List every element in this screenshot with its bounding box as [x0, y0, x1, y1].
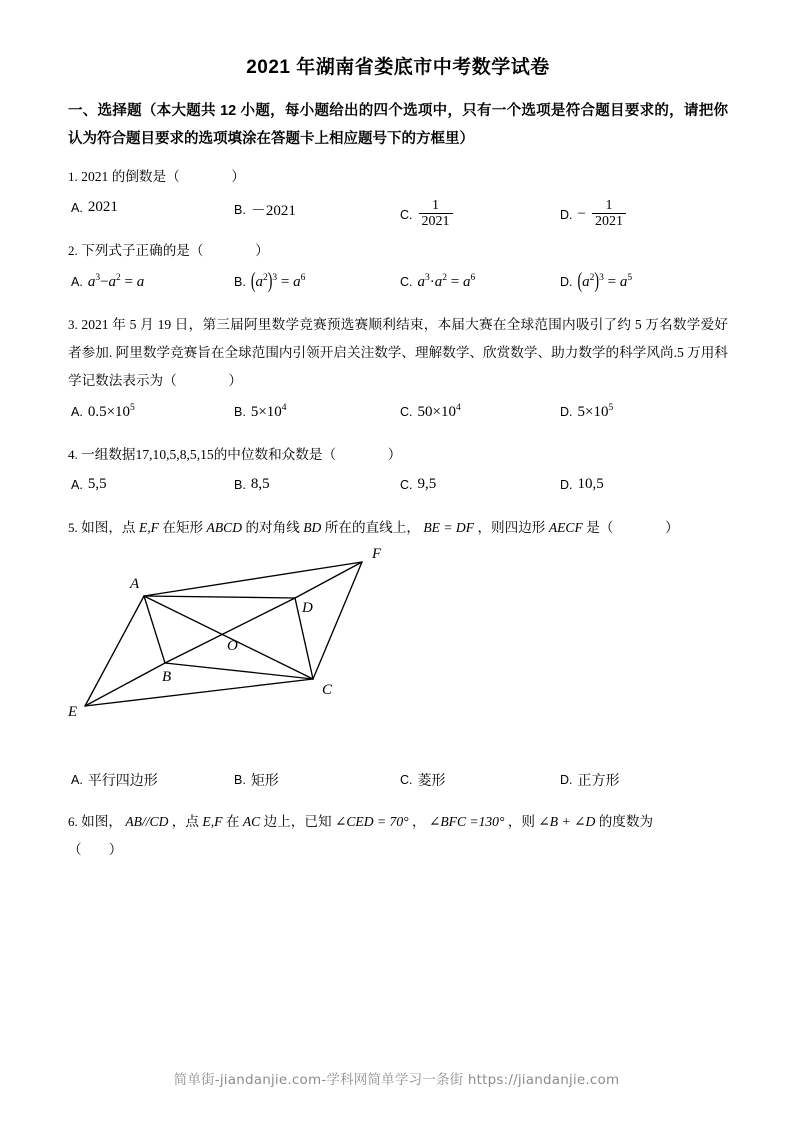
math-equals: = — [124, 273, 133, 290]
option-label: C. — [400, 477, 413, 492]
question-1-paren-close: ） — [231, 169, 246, 185]
question-2-text: 下列式子正确的是（ — [81, 243, 204, 259]
option-value: 10,5 — [577, 476, 604, 493]
question-4-stem — [68, 441, 728, 469]
question-1-options — [68, 199, 728, 233]
option-expression — [577, 270, 633, 294]
option-1-c[interactable] — [400, 199, 454, 230]
stem-part: 如图，点 — [81, 520, 136, 536]
stem-part: ，点 — [171, 814, 199, 830]
question-4-number: 4. — [68, 446, 78, 462]
edge-A-D — [144, 596, 295, 598]
math-segment-ac: AC — [242, 814, 261, 830]
option-2-a[interactable] — [71, 273, 144, 291]
math-rhs-exponent: 6 — [470, 272, 476, 283]
option-label: D. — [560, 773, 573, 788]
option-value: 矩形 — [250, 772, 279, 789]
stem-part: ，则 — [507, 814, 536, 830]
question-6-stem — [68, 808, 728, 864]
math-exponent: 3 — [425, 272, 430, 283]
option-1-a[interactable] — [71, 199, 118, 216]
stem-part: 在矩形 — [162, 520, 204, 536]
question-2-stem — [68, 237, 728, 265]
question-5 — [68, 514, 728, 804]
math-operator: · — [429, 273, 435, 290]
option-3-b[interactable] — [234, 403, 287, 421]
answer-blank — [183, 169, 228, 184]
diagram-edges — [85, 562, 362, 706]
scientific-mantissa: 50×10 — [417, 403, 456, 420]
option-label: A. — [71, 404, 83, 419]
edge-B-C — [165, 663, 313, 679]
question-1-text: 2021 的倒数是（ — [81, 169, 180, 185]
question-4-text: 一组数据17,10,5,8,5,15的中位数和众数是（ — [81, 446, 337, 462]
question-6-answer-blank: （ ） — [68, 842, 123, 858]
option-label: C. — [400, 773, 413, 788]
option-label: C. — [400, 404, 413, 419]
option-label: A. — [71, 274, 83, 289]
math-ab-parallel-cd: AB//CD — [125, 814, 169, 830]
option-label: B. — [234, 773, 246, 788]
option-label: B. — [234, 202, 246, 217]
stem-part: 在 — [225, 814, 240, 830]
scientific-mantissa: 0.5×10 — [87, 403, 131, 420]
question-3-options — [68, 403, 728, 437]
question-4-options — [68, 476, 728, 510]
math-exponent: 2 — [262, 272, 268, 283]
stem-part: 的度数为 — [598, 814, 654, 830]
vertex-label-A: A — [130, 576, 140, 593]
option-2-c[interactable] — [400, 273, 475, 291]
question-5-number: 5. — [68, 520, 78, 536]
math-angle-bfc: ∠BFC =130° — [428, 814, 505, 830]
option-label: C. — [400, 274, 413, 289]
option-value: 9,5 — [417, 476, 437, 493]
vertex-label-C: C — [322, 682, 333, 699]
option-label: B. — [234, 404, 246, 419]
math-quad-aecf: AECF — [548, 520, 583, 536]
parenthesized-power — [577, 270, 600, 294]
scientific-exponent: 5 — [130, 402, 135, 413]
question-4 — [68, 441, 728, 511]
math-rhs: a — [462, 273, 471, 290]
vertex-label-B: B — [162, 669, 172, 686]
vertex-label-O: O — [227, 638, 238, 655]
parenthesized-power — [250, 270, 273, 294]
option-label: B. — [234, 477, 246, 492]
math-base: a — [87, 273, 96, 290]
question-2 — [68, 237, 728, 307]
math-base: a — [434, 273, 443, 290]
math-rhs: a — [619, 273, 628, 290]
scientific-mantissa: 5×10 — [250, 403, 282, 420]
option-4-b[interactable] — [234, 476, 270, 493]
stem-part: 如图， — [81, 814, 122, 830]
page-title: 2021 年湖南省娄底市中考数学试卷 — [246, 57, 550, 78]
option-3-a[interactable] — [71, 403, 135, 421]
option-label: C. — [400, 207, 413, 222]
edge-E-C — [85, 679, 313, 706]
option-expression — [250, 270, 306, 294]
answer-blank — [180, 373, 225, 388]
option-label: D. — [560, 404, 573, 419]
option-label: A. — [71, 477, 83, 492]
answer-blank — [617, 520, 662, 535]
math-rhs-exponent: 6 — [300, 272, 306, 283]
question-1-stem — [68, 163, 728, 191]
option-5-d[interactable] — [560, 770, 620, 790]
option-1-b[interactable] — [234, 199, 296, 220]
math-points-ef: E,F — [202, 814, 223, 830]
edge-A-B — [144, 596, 165, 663]
option-2-b[interactable] — [234, 270, 306, 294]
math-outer-exponent: 3 — [599, 272, 604, 283]
option-value — [88, 403, 135, 421]
footer-watermark: 简单街-jiandanjie.com-学科网简单学习一条街 https://jiandanjie.com — [173, 1072, 620, 1088]
option-value: 正方形 — [577, 772, 620, 789]
stem-part: 所在的直线上， — [324, 520, 420, 536]
answer-blank — [339, 447, 384, 462]
option-3-c[interactable] — [400, 403, 461, 421]
question-3-stem — [68, 311, 728, 395]
question-1-number: 1. — [68, 169, 78, 185]
question-5-figure — [68, 546, 728, 762]
answer-blank — [207, 243, 252, 258]
math-base: a — [417, 273, 425, 290]
math-base: a — [582, 273, 590, 290]
scientific-exponent: 4 — [281, 402, 287, 413]
stem-paren-close: ） — [665, 520, 679, 536]
option-5-a[interactable] — [71, 770, 158, 790]
question-4-paren-close: ） — [387, 446, 402, 462]
option-1-d[interactable] — [560, 199, 627, 230]
question-2-options — [68, 270, 728, 307]
option-label: A. — [71, 200, 83, 215]
option-label: B. — [234, 274, 246, 289]
edge-C-F — [313, 562, 362, 679]
fraction-denominator: 2021 — [592, 213, 626, 229]
math-diagonal-bd: BD — [303, 520, 322, 536]
stem-part: 的对角线 — [245, 520, 300, 536]
section-instruction: 一、选择题（本大题共 12 小题，每小题给出的四个选项中，只有一个选项是符合题目要求的，请把你认为符合题目要求的选项填涂在答题卡上相应题号下的方框里） — [68, 102, 728, 147]
geometry-diagram-svg — [68, 546, 488, 760]
stem-part: 边上，已知 — [263, 814, 332, 830]
math-rect-abcd: ABCD — [206, 520, 243, 536]
question-6 — [68, 808, 728, 864]
vertex-label-E: E — [68, 704, 78, 721]
fraction-numerator: 1 — [605, 198, 613, 214]
option-5-b[interactable] — [234, 770, 279, 790]
option-value: 2021 — [87, 199, 118, 216]
option-value — [418, 403, 461, 421]
question-3-text: 2021 年 5 月 19 日，第三届阿里数学竞赛预选赛顺利结束，本届大赛在全球范围内吸引了约 5 万名数学爱好者参加. 阿里数学竞赛旨在全球范围内引领开启关注数学、理解数学、欣赏数学、助力数学的科学风尚.5 万用科学记数法表示为（ — [68, 316, 728, 388]
option-label: A. — [71, 773, 83, 788]
option-expression — [88, 273, 144, 291]
question-5-stem — [68, 514, 728, 542]
fraction-one-over-2021 — [419, 198, 453, 229]
math-equals: = — [607, 273, 617, 290]
fraction-denominator: 2021 — [419, 213, 453, 229]
question-2-number: 2. — [68, 243, 78, 259]
question-3-paren-close: ） — [228, 372, 243, 388]
scientific-exponent: 4 — [455, 402, 461, 413]
fraction-numerator: 1 — [432, 198, 439, 214]
option-value: 平行四边形 — [87, 772, 158, 789]
math-base: a — [108, 273, 117, 290]
option-value: 8,5 — [250, 476, 270, 493]
math-equals: = — [450, 273, 460, 290]
question-1 — [68, 163, 728, 233]
vertex-label-F: F — [372, 546, 382, 563]
option-value: 5,5 — [87, 476, 107, 493]
math-angle-b-plus-angle-d: ∠B + ∠D — [538, 814, 596, 830]
option-value: －2021 — [250, 203, 296, 220]
page-content — [68, 56, 728, 868]
math-rhs: a — [293, 273, 301, 290]
option-value — [578, 403, 614, 421]
math-rhs-exponent: 5 — [627, 272, 633, 283]
paren-left: ( — [250, 270, 256, 294]
stem-part: ， — [411, 814, 426, 830]
minus-sign: − — [577, 206, 586, 223]
question-2-paren-close: ） — [255, 243, 269, 259]
math-exponent: 3 — [95, 272, 101, 283]
option-label: D. — [560, 274, 573, 289]
question-3 — [68, 311, 728, 437]
option-3-d[interactable] — [560, 403, 613, 421]
math-exponent: 2 — [116, 272, 121, 283]
option-2-d[interactable] — [560, 270, 633, 294]
scientific-mantissa: 5×10 — [577, 403, 609, 420]
option-5-c[interactable] — [400, 770, 446, 790]
option-4-c[interactable] — [400, 476, 436, 493]
question-6-number: 6. — [68, 814, 78, 830]
math-base: a — [255, 273, 263, 290]
option-value: 菱形 — [417, 772, 446, 789]
option-value — [251, 403, 287, 421]
paren-right: ) — [594, 270, 600, 294]
math-angle-ced: ∠CED = 70° — [334, 814, 409, 830]
math-exponent: 2 — [442, 272, 447, 283]
option-4-d[interactable] — [560, 476, 604, 493]
fraction-one-over-2021 — [592, 198, 626, 229]
paren-left: ( — [577, 270, 583, 294]
math-rhs: a — [136, 273, 145, 290]
option-label: D. — [560, 207, 573, 222]
math-be-equals-df: BE = DF — [423, 520, 475, 536]
math-exponent: 2 — [589, 272, 595, 283]
option-expression — [418, 273, 476, 291]
stem-part: 是（ — [586, 520, 614, 536]
math-outer-exponent: 3 — [272, 272, 278, 283]
math-points-ef: E,F — [138, 520, 159, 536]
question-3-number: 3. — [68, 316, 78, 332]
math-operator: − — [100, 273, 109, 290]
vertex-label-D: D — [302, 600, 313, 617]
math-equals: = — [280, 273, 290, 290]
option-4-a[interactable] — [71, 476, 107, 493]
scientific-exponent: 5 — [608, 402, 614, 413]
paren-right: ) — [267, 270, 273, 294]
option-label: D. — [560, 477, 573, 492]
stem-part: ，则四边形 — [477, 520, 546, 536]
question-5-options — [68, 770, 728, 804]
